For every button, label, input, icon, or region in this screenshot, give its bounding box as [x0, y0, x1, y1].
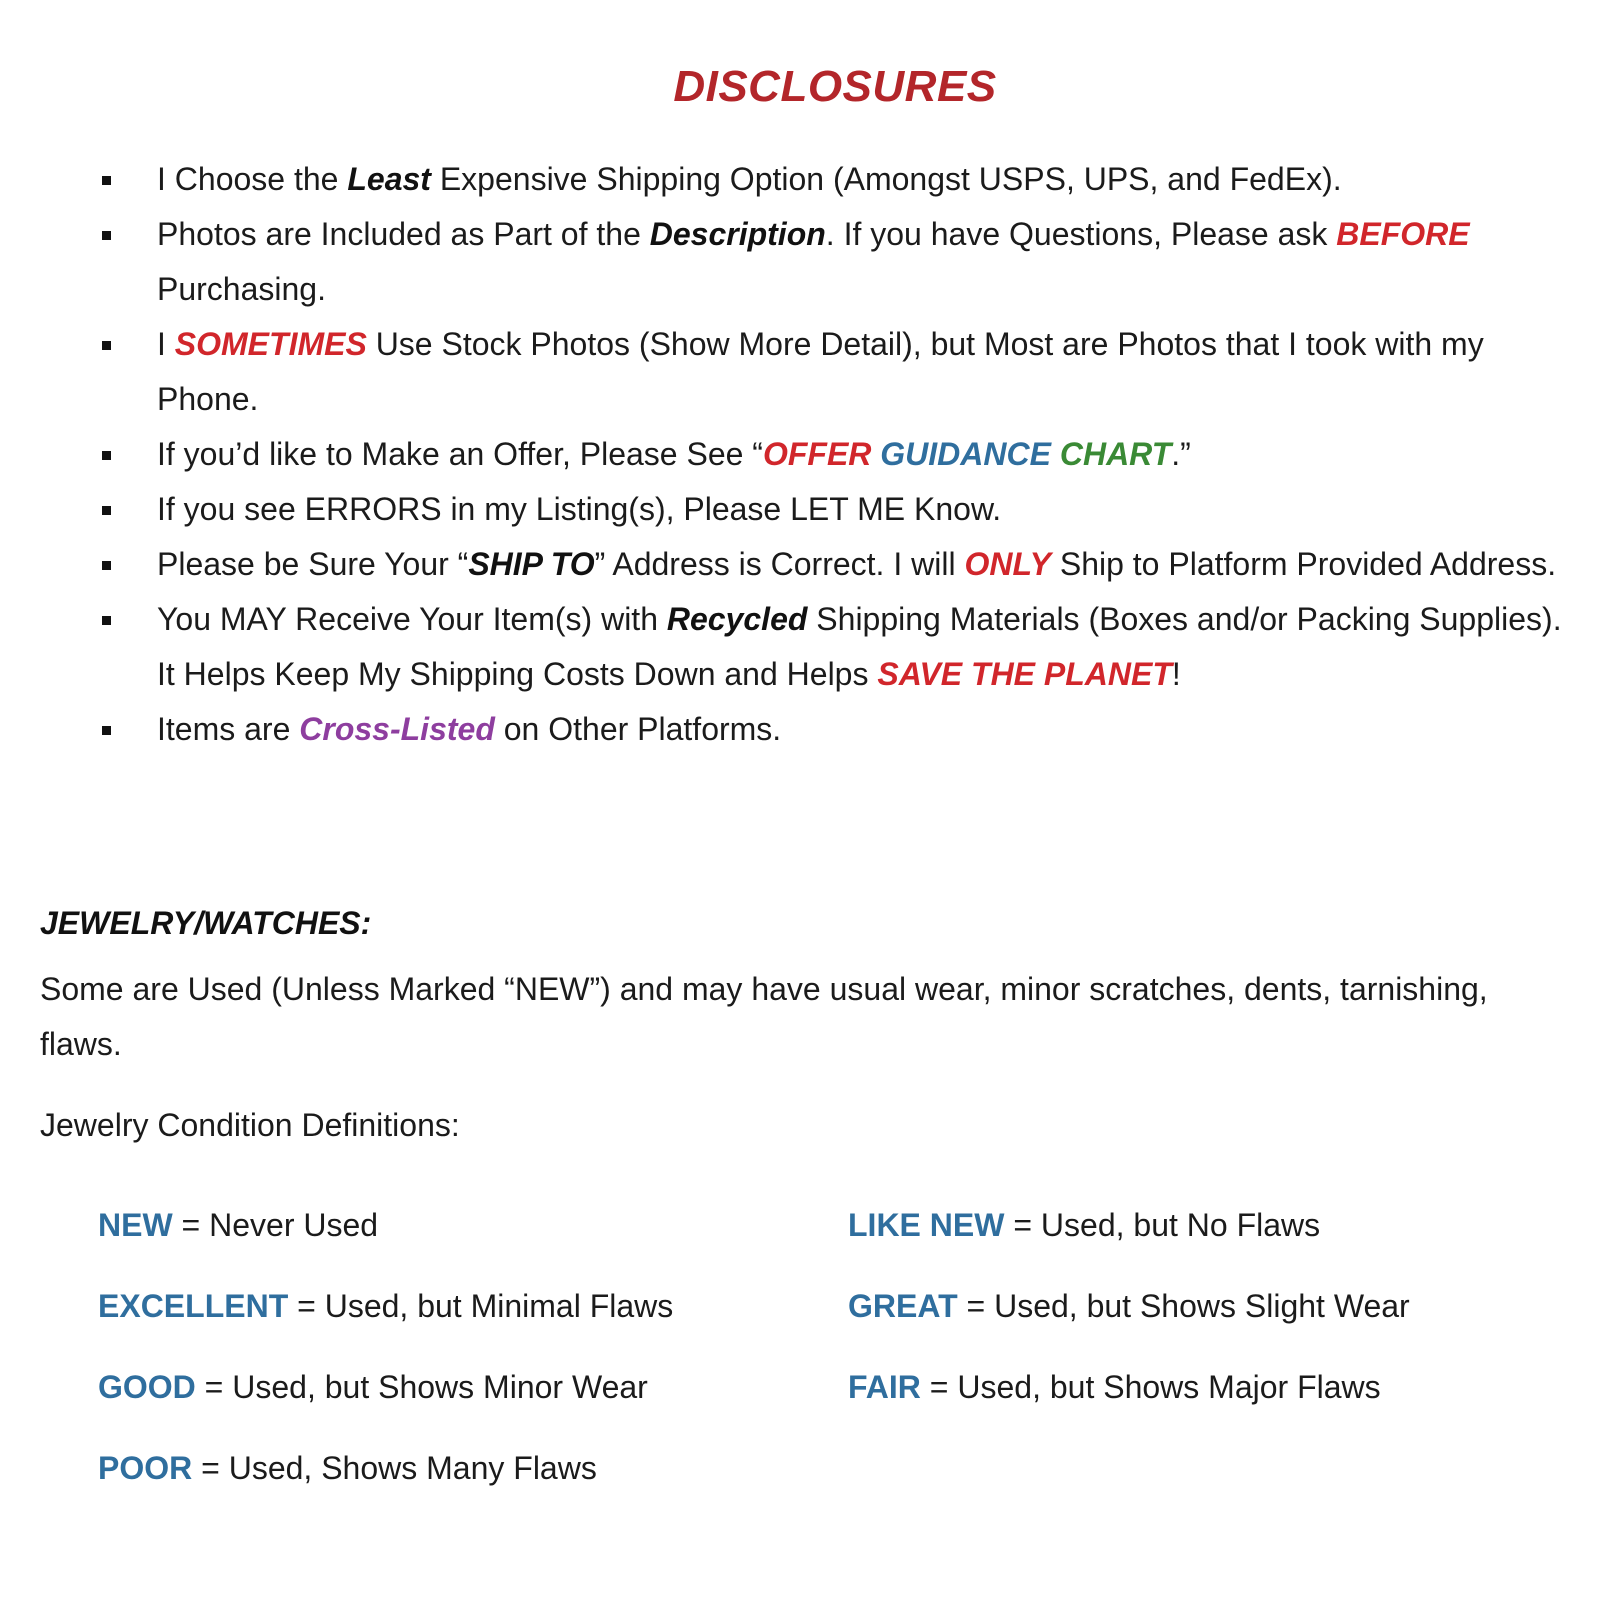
emphasis-only: ONLY: [964, 546, 1051, 582]
emphasis-offer: OFFER: [762, 436, 872, 472]
emphasis-sometimes: SOMETIMES: [174, 326, 367, 362]
definition-excellent: EXCELLENT = Used, but Minimal Flaws: [98, 1288, 674, 1324]
definition-good: GOOD = Used, but Shows Minor Wear: [98, 1369, 648, 1405]
jewelry-heading: JEWELRY/WATCHES:: [40, 905, 372, 941]
definition-fair: FAIR = Used, but Shows Major Flaws: [848, 1369, 1381, 1405]
list-item: Please be Sure Your “SHIP TO” Address is Correct. I will ONLY Ship to Platform Provided Address.: [100, 537, 1570, 592]
emphasis-least: Least: [347, 161, 431, 197]
emphasis-ship-to: SHIP TO: [468, 546, 595, 582]
definition-great: GREAT = Used, but Shows Slight Wear: [848, 1288, 1410, 1324]
definition-poor: POOR = Used, Shows Many Flaws: [98, 1450, 597, 1486]
emphasis-save-the-planet: SAVE THE PLANET: [877, 656, 1172, 692]
emphasis-before: BEFORE: [1336, 216, 1470, 252]
emphasis-chart: CHART: [1059, 436, 1172, 472]
definitions-label: Jewelry Condition Definitions:: [40, 1107, 460, 1143]
list-item: If you’d like to Make an Offer, Please See “OFFER GUIDANCE CHART.”: [100, 427, 1570, 482]
condition-definitions: [98, 1205, 1568, 1535]
list-item: If you see ERRORS in my Listing(s), Please LET ME Know.: [100, 482, 1570, 537]
list-item: I SOMETIMES Use Stock Photos (Show More Detail), but Most are Photos that I took with my Phone.: [100, 317, 1570, 427]
page-title: DISCLOSURES: [673, 62, 997, 111]
emphasis-description: Description: [649, 216, 826, 252]
definition-new: NEW = Never Used: [98, 1207, 379, 1243]
list-item: Photos are Included as Part of the Description. If you have Questions, Please ask BEFORE Purchasing.: [100, 207, 1570, 317]
list-item: Items are Cross-Listed on Other Platforms.: [100, 702, 1570, 757]
definition-like-new: LIKE NEW = Used, but No Flaws: [848, 1207, 1321, 1243]
list-item: I Choose the Least Expensive Shipping Option (Amongst USPS, UPS, and FedEx).: [100, 152, 1570, 207]
jewelry-paragraph: Some are Used (Unless Marked “NEW”) and may have usual wear, minor scratches, dents, tarnishing, flaws.: [40, 971, 1488, 1062]
disclosure-list: [100, 152, 1570, 757]
emphasis-cross-listed: Cross-Listed: [299, 711, 495, 747]
list-item: You MAY Receive Your Item(s) with Recycled Shipping Materials (Boxes and/or Packing Supplies). It Helps Keep My Shipping Costs Down and Helps SAVE THE PLANET!: [100, 592, 1570, 702]
emphasis-recycled: Recycled: [666, 601, 808, 637]
emphasis-guidance: GUIDANCE: [880, 436, 1051, 472]
